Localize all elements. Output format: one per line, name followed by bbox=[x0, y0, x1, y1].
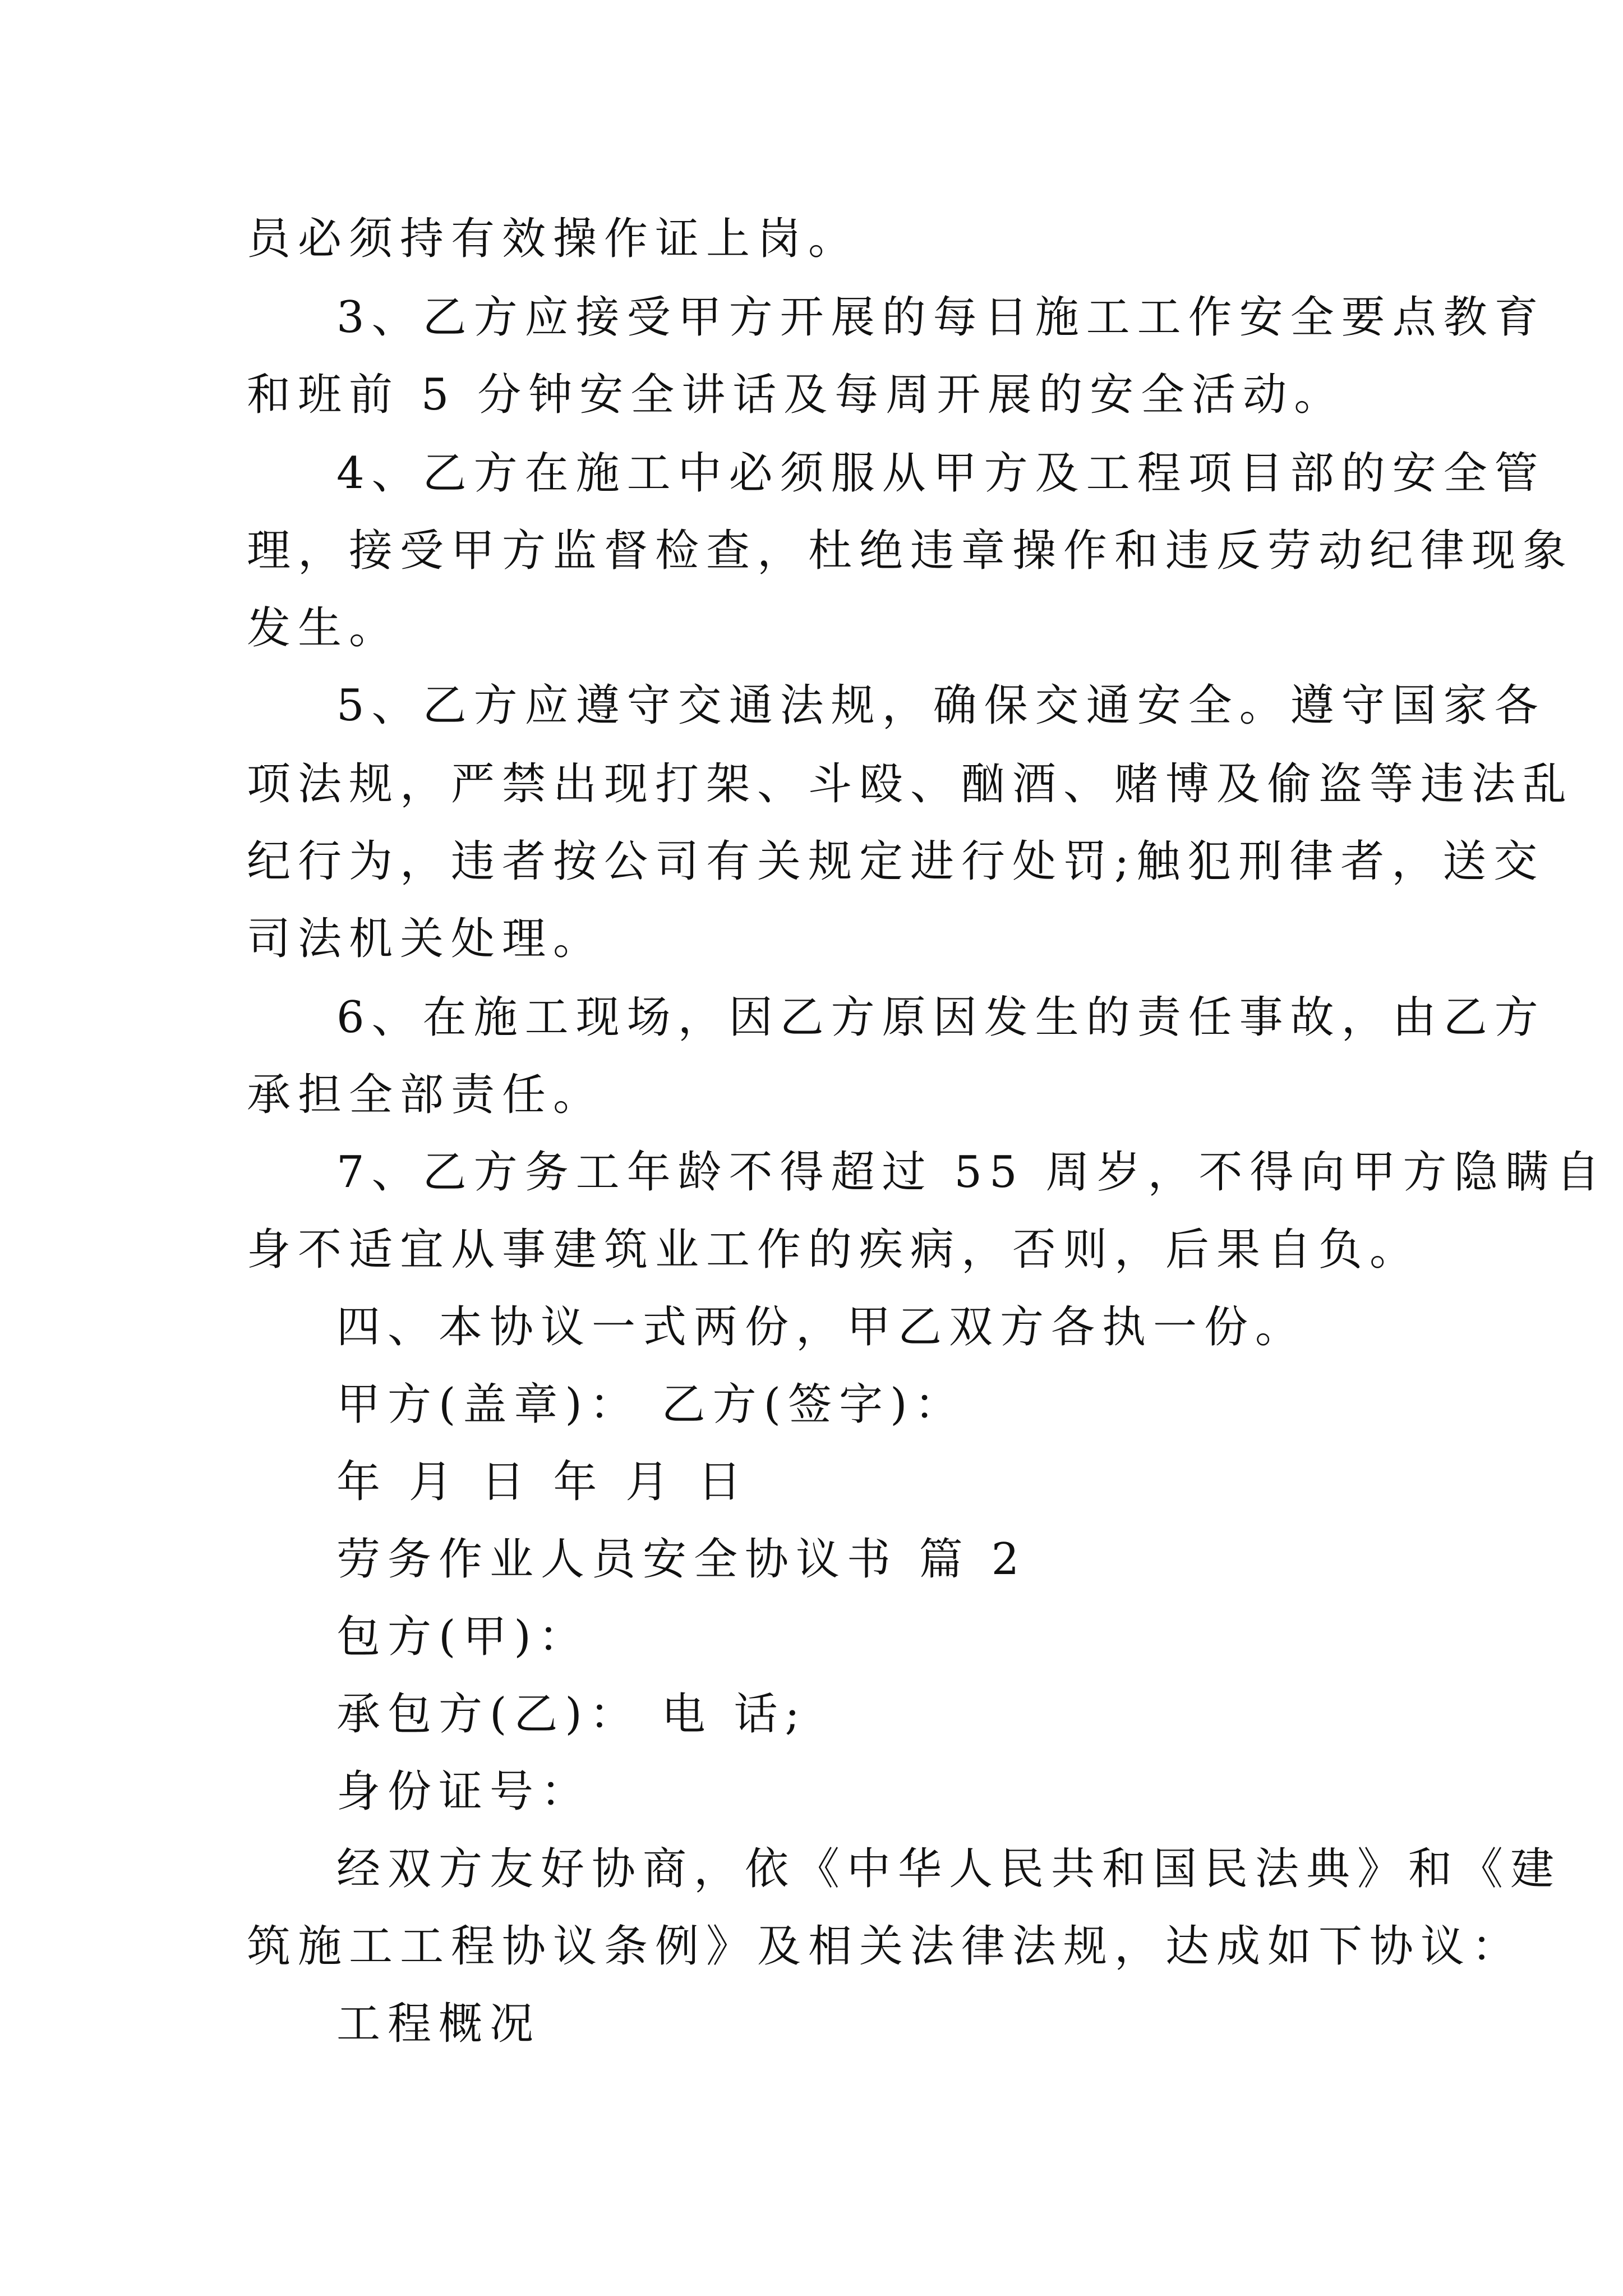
paragraph-line: 纪行为，违者按公司有关规定进行处罚;触犯刑律者，送交 bbox=[247, 836, 1545, 887]
paragraph-line: 司法机关处理。 bbox=[247, 914, 605, 964]
paragraph-line: 6、在施工现场，因乙方原因发生的责任事故，由乙方 bbox=[336, 992, 1546, 1043]
field-line: 包方(甲)： bbox=[336, 1612, 589, 1662]
paragraph-line: 身不适宜从事建筑业工作的疾病，否则，后果自负。 bbox=[247, 1225, 1421, 1275]
paragraph-line: 承担全部责任。 bbox=[247, 1070, 605, 1120]
field-line: 身份证号： bbox=[336, 1766, 592, 1817]
field-line: 承包方(乙)： 电 话; bbox=[336, 1689, 807, 1740]
paragraph-line: 和班前 5 分钟安全讲话及每周开展的安全活动。 bbox=[247, 370, 1345, 420]
signature-line: 甲方(盖章)： 乙方(签字)： bbox=[336, 1379, 966, 1430]
paragraph-line: 7、乙方务工年龄不得超过 55 周岁，不得向甲方隐瞒自 bbox=[336, 1147, 1607, 1198]
paragraph-line: 经双方友好协商，依《中华人民共和国民法典》和《建 bbox=[336, 1844, 1562, 1894]
paragraph-line: 3、乙方应接受甲方开展的每日施工工作安全要点教育 bbox=[336, 292, 1546, 343]
paragraph-line: 四、本协议一式两份，甲乙双方各执一份。 bbox=[336, 1302, 1307, 1352]
date-line: 年 月 日 年 月 日 bbox=[336, 1457, 749, 1507]
paragraph-line: 5、乙方应遵守交通法规，确保交通安全。遵守国家各 bbox=[336, 680, 1546, 731]
paragraph-line: 发生。 bbox=[247, 603, 400, 654]
paragraph-line: 员必须持有效操作证上岗。 bbox=[247, 214, 860, 264]
paragraph-line: 项法规，严禁出现打架、斗殴、酗酒、赌博及偷盗等违法乱 bbox=[247, 759, 1574, 809]
section-title: 劳务作业人员安全协议书 篇 2 bbox=[336, 1534, 1027, 1585]
paragraph-line: 理，接受甲方监督检查，杜绝违章操作和违反劳动纪律现象 bbox=[247, 526, 1574, 576]
section-heading: 工程概况 bbox=[336, 1999, 541, 2049]
paragraph-line: 4、乙方在施工中必须服从甲方及工程项目部的安全管 bbox=[336, 448, 1546, 499]
paragraph-line: 筑施工工程协议条例》及相关法律法规，达成如下协议： bbox=[247, 1921, 1523, 1972]
